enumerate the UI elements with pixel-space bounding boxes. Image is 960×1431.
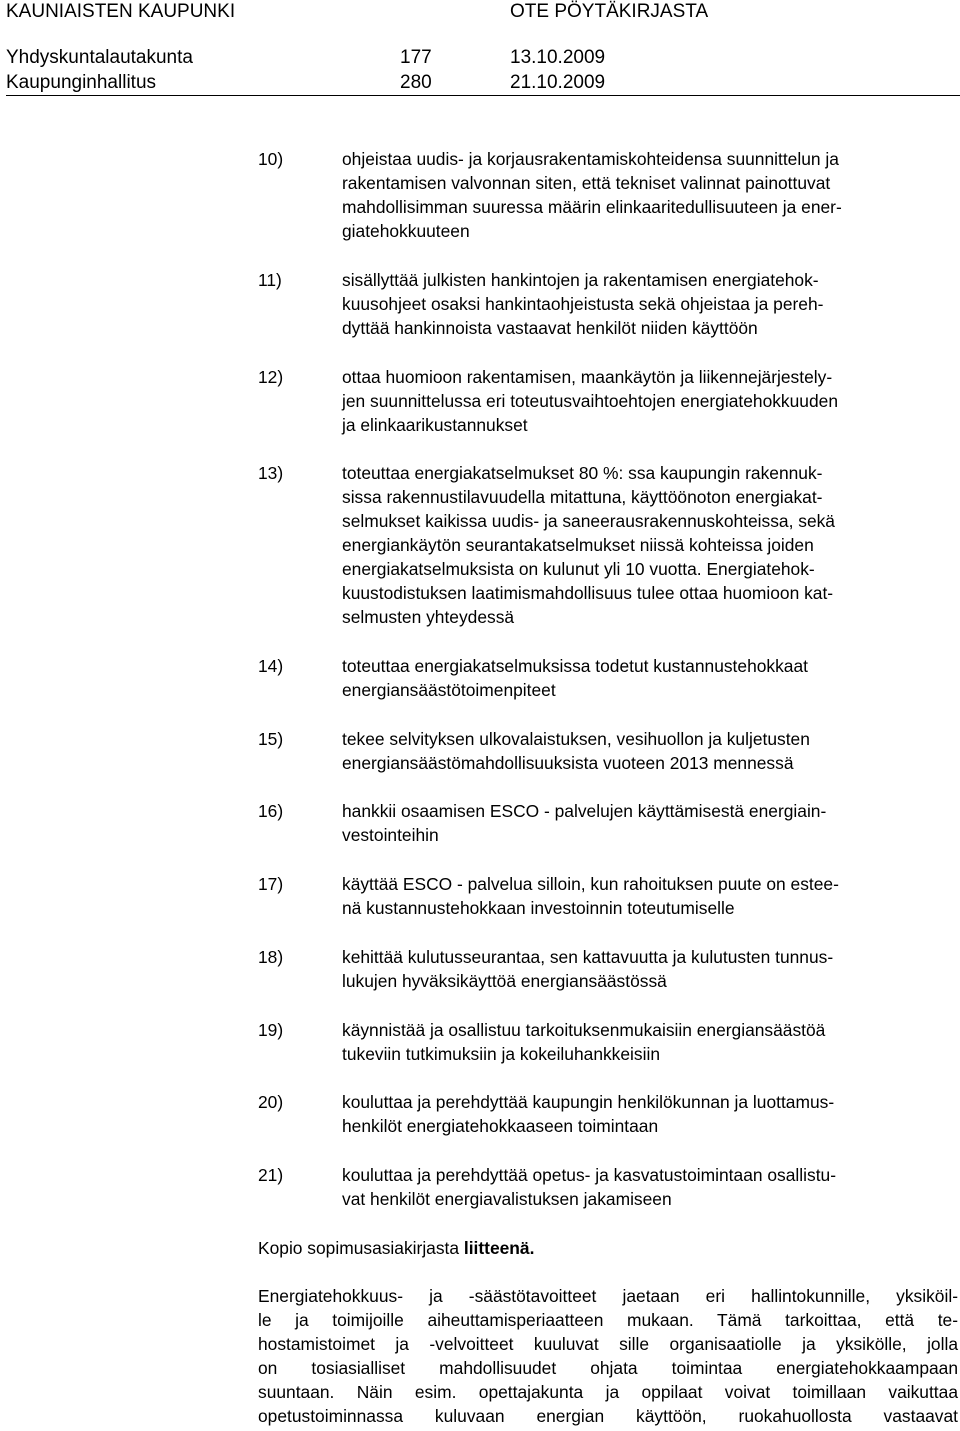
text-line: jen suunnittelussa eri toteutusvaihtoehtojen energiatehokkuuden <box>342 391 838 411</box>
text-line: käyttää ESCO - palvelua silloin, kun rahoituksen puute on estee- <box>342 874 839 894</box>
item-text <box>342 654 956 702</box>
text-line: energiansäästömahdollisuuksista vuoteen 2013 mennessä <box>342 753 794 773</box>
item-text <box>342 268 956 340</box>
text-line: ottaa huomioon rakentamisen, maankäytön ja liikennejärjestely- <box>342 367 833 387</box>
text-line: mahdollisimman suuressa määrin elinkaaritedullisuuteen ja ener- <box>342 197 842 217</box>
item-number: 15) <box>258 729 284 749</box>
text-line: ja elinkaarikustannukset <box>342 415 528 435</box>
section-number: 177 <box>400 47 432 68</box>
document-type: OTE PÖYTÄKIRJASTA <box>510 1 709 22</box>
item-number: 11) <box>258 270 282 290</box>
committee-name: Kaupunginhallitus <box>6 72 157 93</box>
paragraph-line: Energiatehokkuus- ja -säästötavoitteet jaetaan eri hallintokunnille, yksiköil- <box>258 1286 958 1306</box>
section-number: 280 <box>400 72 432 93</box>
paragraph-line: opetustoiminnassa kuluvaan energian käyttöön, ruokahuollosta vastaavat <box>258 1406 958 1426</box>
text-line: toteuttaa energiakatselmuksissa todetut kustannustehokkaat <box>342 656 808 676</box>
text-line: selmukset kaikissa uudis- ja saneerausrakennuskohteissa, sekä <box>342 511 835 531</box>
paragraph-line: suuntaan. Näin esim. opettajakunta ja oppilaat voivat toimillaan vaikuttaa <box>258 1382 958 1402</box>
paragraph-line: hostamistoimet ja -velvoitteet kuuluvat sille organisaatiolle ja yksikölle, jolla <box>258 1334 958 1354</box>
text-line: henkilöt energiatehokkaaseen toimintaan <box>342 1116 659 1136</box>
item-number: 14) <box>258 656 284 676</box>
document-header <box>0 0 960 100</box>
item-text <box>342 1090 956 1138</box>
attachment-note <box>258 1236 958 1260</box>
item-text <box>342 945 956 993</box>
item-text <box>342 799 956 847</box>
meeting-date: 21.10.2009 <box>510 72 606 93</box>
text-line: kuustodistuksen laatimismahdollisuus tulee ottaa huomioon kat- <box>342 583 834 603</box>
body-paragraph <box>258 1284 958 1428</box>
header-divider <box>6 95 960 96</box>
item-number: 13) <box>258 463 284 483</box>
meeting-date: 13.10.2009 <box>510 47 606 68</box>
text-line: hankkii osaamisen ESCO - palvelujen käyttämisestä energiain- <box>342 801 827 821</box>
text-line: vat henkilöt energiavalistuksen jakamiseen <box>342 1189 672 1209</box>
item-text <box>342 727 956 775</box>
text-line: käynnistää ja osallistuu tarkoituksenmukaisiin energiansäästöä <box>342 1020 826 1040</box>
item-text <box>342 365 956 437</box>
text-line: kouluttaa ja perehdyttää opetus- ja kasvatustoimintaan osallistu- <box>342 1165 836 1185</box>
item-text <box>342 461 956 629</box>
item-number: 10) <box>258 149 284 169</box>
text-line: lukujen hyväksikäyttöä energiansäästössä <box>342 971 667 991</box>
item-number: 12) <box>258 367 284 387</box>
text-line: sisällyttää julkisten hankintojen ja rakentamisen energiatehok- <box>342 270 819 290</box>
text-line: vestointeihin <box>342 825 439 845</box>
item-number: 16) <box>258 801 284 821</box>
text-line: giatehokkuuteen <box>342 221 470 241</box>
text-line: toteuttaa energiakatselmukset 80 %: ssa kaupungin rakennuk- <box>342 463 823 483</box>
paragraph-line: le ja toimijoille aiheuttamisperiaatteen mukaan. Tämä tarkoittaa, että te- <box>258 1310 958 1330</box>
text-line: tukeviin tutkimuksiin ja kokeiluhankkeisiin <box>342 1044 661 1064</box>
text-line: sissa rakennustilavuudella mitattuna, käyttöönoton energiakat- <box>342 487 823 507</box>
text-line: selmusten yhteydessä <box>342 607 515 627</box>
item-text <box>342 1163 956 1211</box>
text-line: nä kustannustehokkaan investoinnin toteutumiselle <box>342 898 735 918</box>
item-number: 21) <box>258 1165 284 1185</box>
text-line: dyttää hankinnoista vastaavat henkilöt niiden käyttöön <box>342 318 758 338</box>
item-number: 20) <box>258 1092 284 1112</box>
text-line: kuusohjeet osaksi hankintaohjeistusta sekä ohjeistaa ja pereh- <box>342 294 824 314</box>
paragraph-line: on tosiasialliset mahdollisuudet ohjata toimintaa energiatehokkaampaan <box>258 1358 958 1378</box>
item-number: 19) <box>258 1020 284 1040</box>
text-line: energiakatselmuksista on kulunut yli 10 vuotta. Energiatehok- <box>342 559 815 579</box>
attachment-reference: liitteenä. <box>463 1238 535 1258</box>
text-line: tekee selvityksen ulkovalaistuksen, vesihuollon ja kuljetusten <box>342 729 810 749</box>
text-line: kouluttaa ja perehdyttää kaupungin henkilökunnan ja luottamus- <box>342 1092 835 1112</box>
item-text <box>342 147 956 243</box>
text-line: ohjeistaa uudis- ja korjausrakentamiskohteidensa suunnittelun ja <box>342 149 839 169</box>
item-text <box>342 872 956 920</box>
organization-name: KAUNIAISTEN KAUPUNKI <box>6 1 236 22</box>
item-number: 18) <box>258 947 284 967</box>
text-line: rakentamisen valvonnan siten, että tekniset valinnat painottuvat <box>342 173 831 193</box>
item-text <box>342 1018 956 1066</box>
attachment-note-text: Kopio sopimusasiakirjasta <box>258 1238 464 1258</box>
text-line: energiansäästötoimenpiteet <box>342 680 556 700</box>
text-line: energiankäytön seurantakatselmukset niissä kohteissa joiden <box>342 535 814 555</box>
text-line: kehittää kulutusseurantaa, sen kattavuutta ja kulutusten tunnus- <box>342 947 834 967</box>
item-number: 17) <box>258 874 284 894</box>
committee-name: Yhdyskuntalautakunta <box>6 47 193 68</box>
